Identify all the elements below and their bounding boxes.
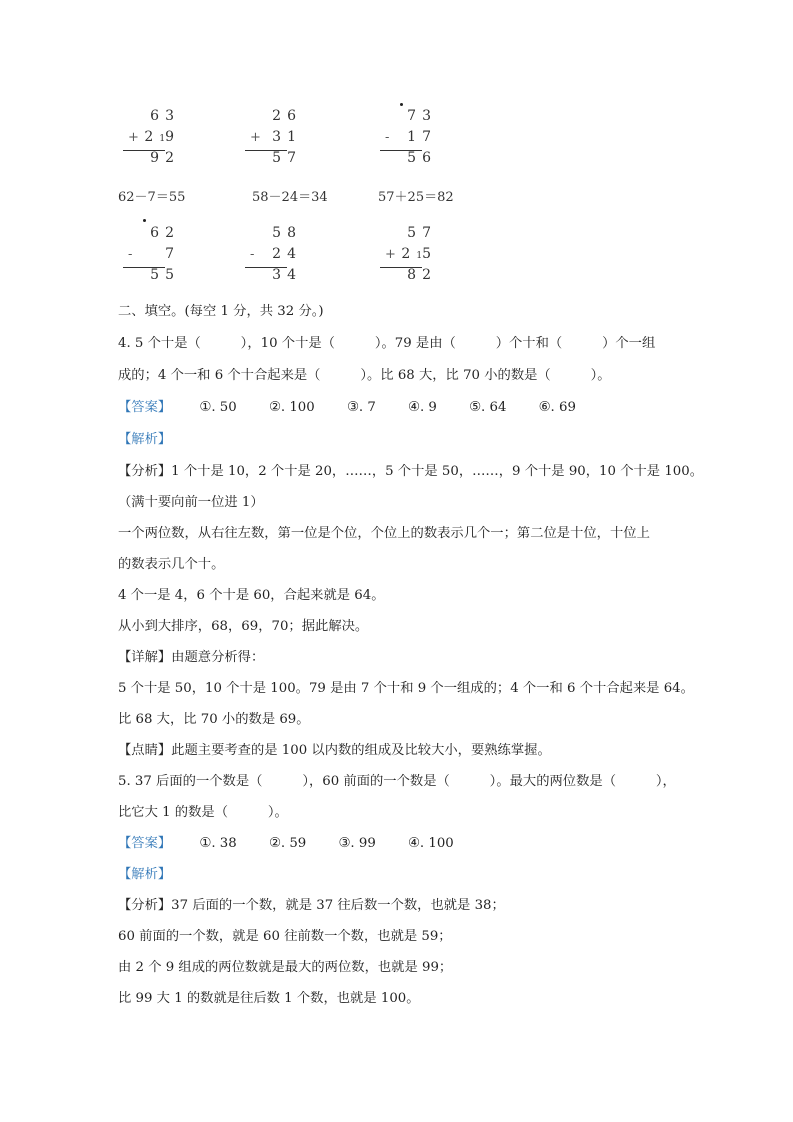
q5-answer	[118, 832, 482, 851]
q4-line-2: 成的；4 个一和 6 个十合起来是（ ）。比 68 大，比 70 小的数是（ ）。	[118, 368, 611, 383]
answer-item: ④. 9	[408, 400, 437, 415]
answer-item: ③. 7	[346, 400, 376, 415]
q4-line-1: 4. 5 个十是（ ），10 个十是（ ）。79 是由（ ）个十和（ ）个一组	[118, 336, 656, 351]
q4-analysis-line: 从小到大排序，68，69，70；据此解决。	[118, 619, 369, 634]
answer-list	[199, 400, 604, 415]
borrow-dot	[143, 219, 146, 222]
answer-item: ⑥. 69	[538, 400, 576, 415]
answer-item: ②. 100	[268, 400, 315, 415]
calc-top: 57	[407, 225, 437, 241]
calc-bottom: 7	[165, 246, 180, 262]
q5-analysis-line: 60 前面的一个数，就是 60 往前数一个数，也就是 59；	[118, 929, 452, 944]
calc-top: 58	[272, 225, 302, 241]
calc-bottom: 17	[407, 129, 437, 145]
vertical-calc-57-plus-25	[375, 223, 455, 286]
equation-2: 58－24＝34	[252, 190, 328, 205]
calc-result: 92	[150, 150, 180, 166]
calc-top: 73	[407, 108, 437, 124]
plus-sign: +	[128, 130, 139, 145]
answer-item: ⑤. 64	[469, 400, 507, 415]
answer-label: 【答案】	[118, 400, 172, 415]
q4-analysis-label: 【解析】	[118, 432, 172, 447]
q4-analysis-line: 一个两位数，从右往左数，第一位是个位，个位上的数表示几个一；第二位是十位，十位上	[118, 526, 650, 541]
q4-answer	[118, 396, 604, 415]
calc-top: 26	[272, 108, 302, 124]
calc-result: 57	[272, 150, 302, 166]
equation-1: 62－7＝55	[118, 190, 186, 205]
answer-item: ②. 59	[268, 836, 307, 851]
vertical-calc-73-minus-17	[375, 106, 455, 169]
q5-analysis-label: 【解析】	[118, 867, 172, 882]
q4-key-point: 【点睛】此题主要考查的是 100 以内数的组成及比较大小，要熟练掌握。	[118, 743, 551, 758]
minus-sign: -	[385, 130, 390, 145]
calc-bottom: 31	[272, 129, 302, 145]
q4-analysis-line: 5 个十是 50，10 个十是 100。79 是由 7 个十和 9 个一组成的；4 个一和 6 个十合起来是 64。	[118, 681, 694, 696]
vertical-calc-63-plus-29	[118, 106, 198, 169]
q5-analysis-line: 比 99 大 1 的数就是往后数 1 个数，也就是 100。	[118, 991, 420, 1006]
q4-analysis-line: 比 68 大，比 70 小的数是 69。	[118, 712, 310, 727]
calc-bottom: 24	[272, 246, 302, 262]
answer-item: ④. 100	[408, 836, 454, 851]
q4-analysis-line: 的数表示几个十。	[118, 557, 225, 572]
minus-sign: -	[250, 247, 255, 262]
answer-list	[199, 836, 481, 851]
section-2-title: 二、填空。(每空 1 分，共 32 分。)	[118, 304, 324, 319]
vertical-calc-62-minus-7	[118, 223, 198, 286]
q5-line-1: 5. 37 后面的一个数是（ ），60 前面的一个数是（ ）。最大的两位数是（ ），	[118, 774, 676, 789]
answer-item: ③. 99	[338, 836, 376, 851]
calc-result: 56	[407, 150, 437, 166]
equation-3: 57＋25＝82	[378, 190, 454, 205]
vertical-calc-58-minus-24	[240, 223, 320, 286]
calc-bottom: 215	[401, 246, 437, 262]
answer-item: ①. 38	[199, 836, 237, 851]
calc-top: 62	[150, 225, 180, 241]
answer-label: 【答案】	[118, 836, 172, 851]
calc-bottom: 219	[144, 129, 180, 145]
calc-result: 82	[407, 267, 437, 283]
vertical-calc-26-plus-31	[240, 106, 320, 169]
answer-item: ①. 50	[199, 400, 237, 415]
calc-result: 34	[272, 267, 302, 283]
plus-sign: +	[385, 247, 396, 262]
q4-analysis-line: （满十要向前一位进 1）	[118, 495, 264, 510]
q5-analysis-line: 【分析】37 后面的一个数，就是 37 往后数一个数，也就是 38；	[118, 898, 505, 913]
q4-analysis-line: 4 个一是 4，6 个十是 60，合起来就是 64。	[118, 588, 385, 603]
plus-sign: +	[250, 130, 261, 145]
calc-top: 63	[150, 108, 180, 124]
q4-detail-label: 【详解】由题意分析得：	[118, 650, 265, 665]
q5-line-2: 比它大 1 的数是（ ）。	[118, 805, 288, 820]
q4-analysis-line: 【分析】1 个十是 10，2 个十是 20，……，5 个十是 50，……，9 个十是 90，10 个十是 100。	[118, 464, 703, 479]
q5-analysis-line: 由 2 个 9 组成的两位数就是最大的两位数，也就是 99；	[118, 960, 453, 975]
calc-result: 55	[150, 267, 180, 283]
minus-sign: -	[128, 247, 133, 262]
